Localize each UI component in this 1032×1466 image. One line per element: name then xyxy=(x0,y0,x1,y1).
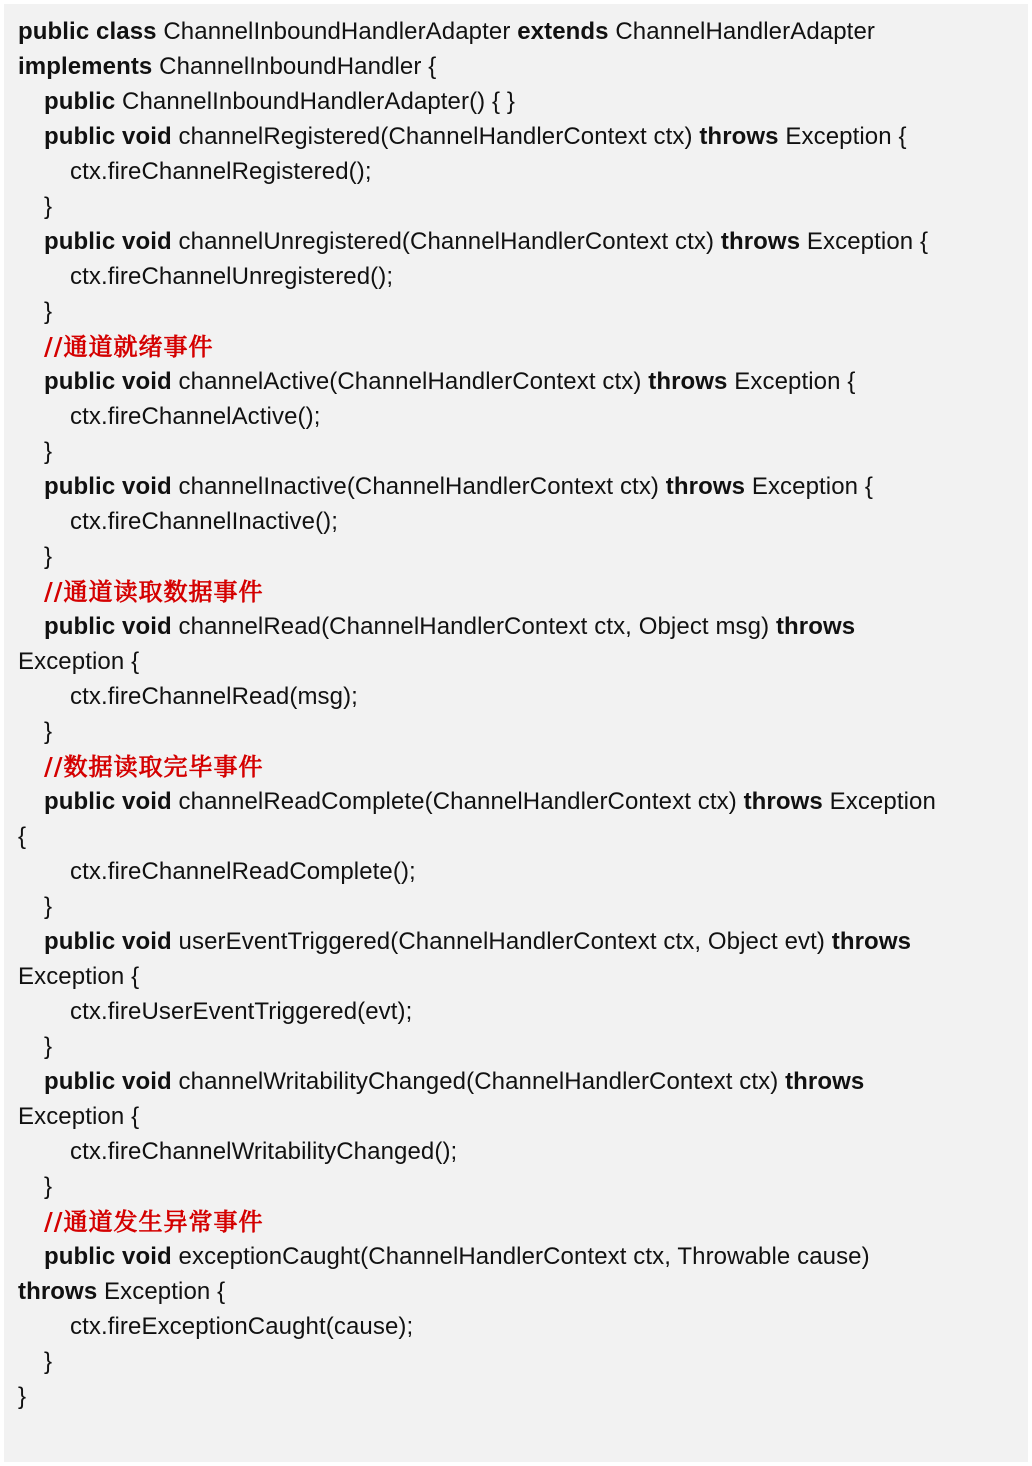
code-keyword: public void xyxy=(44,788,172,815)
code-text: channelReadComplete(ChannelHandlerContext ctx) xyxy=(171,788,744,815)
code-keyword: throws xyxy=(665,473,746,500)
code-line xyxy=(18,14,1028,49)
code-text: channelRegistered(ChannelHandlerContext ctx) xyxy=(171,123,700,150)
code-keyword: implements xyxy=(18,53,153,80)
code-text: } xyxy=(44,438,53,465)
code-keyword: throws xyxy=(785,1068,865,1095)
code-line xyxy=(18,1134,1028,1169)
code-line xyxy=(18,1204,1028,1239)
code-keyword: throws xyxy=(720,228,801,255)
code-text: ctx.fireChannelUnregistered(); xyxy=(70,263,394,290)
code-line xyxy=(18,189,1028,224)
code-keyword: public void xyxy=(44,928,172,955)
code-line xyxy=(18,1239,1028,1274)
code-text: Exception { xyxy=(97,1278,226,1305)
code-block xyxy=(4,4,1028,1462)
code-line xyxy=(18,84,1028,119)
code-text: ChannelHandlerAdapter xyxy=(608,18,875,45)
code-text: channelRead(ChannelHandlerContext ctx, Object msg) xyxy=(171,613,776,640)
code-keyword: throws xyxy=(18,1278,98,1305)
code-keyword: extends xyxy=(517,18,609,45)
code-text: ctx.fireChannelWritabilityChanged(); xyxy=(70,1138,458,1165)
code-text: } xyxy=(44,1033,53,1060)
code-comment: //数据读取完毕事件 xyxy=(44,752,264,781)
code-keyword: public void xyxy=(44,613,172,640)
code-text: ctx.fireChannelRead(msg); xyxy=(70,683,358,710)
code-line xyxy=(18,469,1028,504)
code-line xyxy=(18,959,1028,994)
code-text: Exception { xyxy=(18,963,140,990)
code-text: channelActive(ChannelHandlerContext ctx) xyxy=(171,368,649,395)
code-line xyxy=(18,49,1028,84)
code-text: } xyxy=(44,893,53,920)
code-keyword: public xyxy=(44,88,116,115)
code-line xyxy=(18,434,1028,469)
code-text: ctx.fireChannelInactive(); xyxy=(70,508,339,535)
code-keyword: public void xyxy=(44,1243,172,1270)
code-line xyxy=(18,994,1028,1029)
code-line xyxy=(18,609,1028,644)
code-text: } xyxy=(44,1173,53,1200)
code-keyword: public void xyxy=(44,473,172,500)
code-text: Exception { xyxy=(745,473,874,500)
code-line xyxy=(18,644,1028,679)
code-line xyxy=(18,784,1028,819)
code-line xyxy=(18,819,1028,854)
code-keyword: public void xyxy=(44,368,172,395)
code-keyword: throws xyxy=(775,613,856,640)
code-line xyxy=(18,259,1028,294)
code-line xyxy=(18,364,1028,399)
code-line xyxy=(18,1379,1028,1414)
code-text: Exception { xyxy=(18,1103,140,1130)
code-text: Exception { xyxy=(778,123,907,150)
code-line xyxy=(18,1274,1028,1309)
code-text: userEventTriggered(ChannelHandlerContext ctx, Object evt) xyxy=(171,928,832,955)
code-line xyxy=(18,294,1028,329)
code-line xyxy=(18,889,1028,924)
code-text: } xyxy=(18,1383,27,1410)
code-text: exceptionCaught(ChannelHandlerContext ctx, Throwable cause) xyxy=(171,1243,870,1270)
code-line xyxy=(18,679,1028,714)
code-text: Exception { xyxy=(727,368,856,395)
code-text: channelWritabilityChanged(ChannelHandlerContext ctx) xyxy=(171,1068,786,1095)
code-keyword: throws xyxy=(648,368,728,395)
code-text: channelUnregistered(ChannelHandlerContext ctx) xyxy=(171,228,721,255)
code-text: ctx.fireChannelActive(); xyxy=(70,403,321,430)
code-keyword: throws xyxy=(831,928,912,955)
code-text: } xyxy=(44,543,53,570)
code-text: } xyxy=(44,193,53,220)
code-text: ctx.fireExceptionCaught(cause); xyxy=(70,1313,414,1340)
code-keyword: public class xyxy=(18,18,157,45)
code-text: Exception { xyxy=(18,648,140,675)
code-line xyxy=(18,1099,1028,1134)
code-line xyxy=(18,399,1028,434)
code-line xyxy=(18,224,1028,259)
code-line xyxy=(18,1344,1028,1379)
code-line xyxy=(18,749,1028,784)
code-comment: //通道发生异常事件 xyxy=(44,1207,264,1236)
code-line xyxy=(18,714,1028,749)
code-text: Exception { xyxy=(800,228,929,255)
code-line xyxy=(18,1064,1028,1099)
code-text: ChannelInboundHandlerAdapter xyxy=(156,18,518,45)
code-comment: //通道就绪事件 xyxy=(44,332,214,361)
code-text: ctx.fireChannelRegistered(); xyxy=(70,158,372,185)
code-line xyxy=(18,1029,1028,1064)
code-line xyxy=(18,329,1028,364)
code-line xyxy=(18,1309,1028,1344)
code-line xyxy=(18,1169,1028,1204)
code-text: { xyxy=(18,823,27,850)
code-keyword: public void xyxy=(44,123,172,150)
code-keyword: public void xyxy=(44,1068,172,1095)
code-text: } xyxy=(44,298,53,325)
code-comment: //通道读取数据事件 xyxy=(44,577,264,606)
code-line xyxy=(18,154,1028,189)
code-keyword: throws xyxy=(743,788,823,815)
code-line xyxy=(18,924,1028,959)
code-line xyxy=(18,854,1028,889)
code-text: ctx.fireChannelReadComplete(); xyxy=(70,858,416,885)
code-line xyxy=(18,539,1028,574)
code-text: channelInactive(ChannelHandlerContext ctx) xyxy=(171,473,666,500)
code-text: ChannelInboundHandlerAdapter() { } xyxy=(115,88,516,115)
code-line xyxy=(18,504,1028,539)
code-text: Exception xyxy=(822,788,936,815)
code-text: } xyxy=(44,718,53,745)
code-line xyxy=(18,119,1028,154)
code-text: ChannelInboundHandler { xyxy=(152,53,437,80)
code-keyword: public void xyxy=(44,228,172,255)
code-text: } xyxy=(44,1348,53,1375)
code-text: ctx.fireUserEventTriggered(evt); xyxy=(70,998,413,1025)
code-keyword: throws xyxy=(699,123,779,150)
code-line xyxy=(18,574,1028,609)
